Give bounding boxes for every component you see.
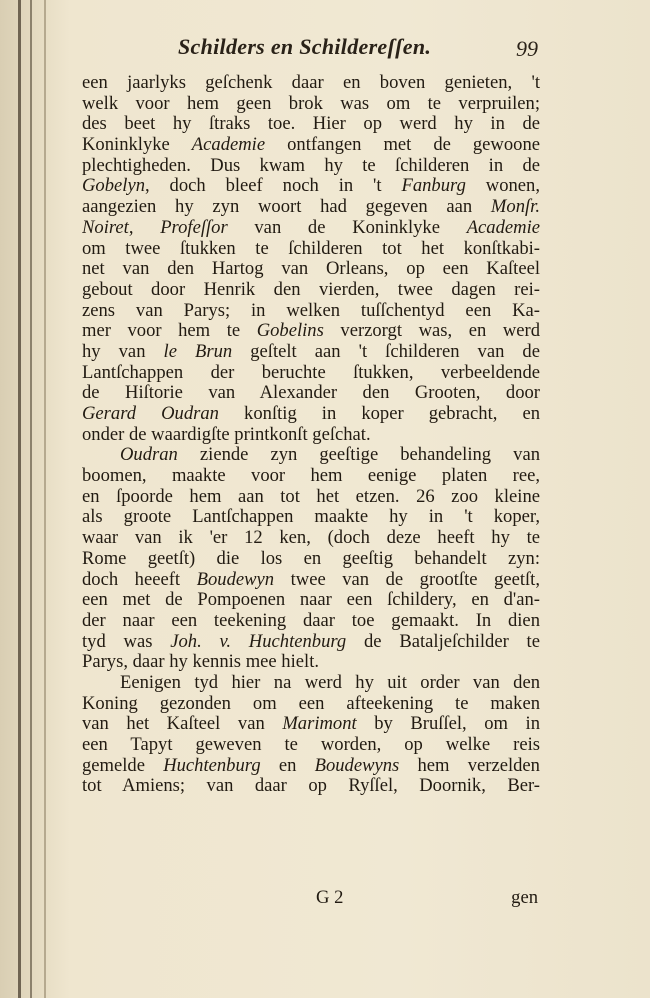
text-segment: net van den Hartog van Orleans, op een Kaſteel [82, 259, 540, 280]
text-segment: om twee ſtukken te ſchilderen tot het konſtkabi- [82, 238, 540, 259]
text-segment: onder de waardigſte printkonſt geſchat. [82, 424, 371, 445]
text-line [82, 735, 540, 756]
page-header [178, 34, 538, 66]
italic-segment: Boudewyns [314, 755, 400, 776]
text-line [82, 363, 540, 384]
italic-segment: Gobelyn [82, 176, 145, 197]
text-segment: een Tapyt geweven te worden, op welke reis [82, 735, 540, 755]
text-segment: hy van [82, 341, 164, 362]
text-segment: welk voor hem geen brok was om te verpruilen; [82, 93, 540, 114]
page-footer [82, 887, 540, 911]
italic-segment: Oudran [120, 445, 178, 466]
text-segment: Koning gezonden om een afteekening te maken [82, 693, 540, 714]
text-segment: Rome geetſt) die los en geeſtig behandelt zyn: [82, 548, 540, 569]
italic-segment: Joh. v. Huchtenburg [170, 631, 347, 652]
text-segment: konſtig in koper gebracht, en [218, 404, 540, 424]
text-segment: verzorgt was, en werd [323, 321, 540, 342]
binding-line [30, 0, 32, 998]
text-segment: waar van ik 'er 12 ken, (doch deze heeft hy te [82, 528, 540, 549]
text-line [82, 487, 540, 508]
text-line [82, 570, 540, 591]
text-line [82, 239, 540, 260]
text-line [82, 176, 540, 197]
text-line [82, 632, 540, 653]
italic-segment: Boudewyn [196, 569, 275, 590]
text-line [82, 280, 540, 301]
text-segment: een met de Pompoenen naar een ſchildery, en d'an- [82, 590, 540, 611]
text-line [82, 94, 540, 115]
text-segment: de Hiſtorie van Alexander den Grooten, door [82, 383, 540, 404]
italic-segment: Gerard Oudran [82, 404, 219, 424]
italic-segment: Gobelins [256, 321, 324, 342]
text-line [82, 321, 540, 342]
text-segment: by Bruſſel, om in [356, 714, 540, 735]
binding-line [18, 0, 21, 998]
italic-segment: Fanburg [401, 176, 466, 197]
text-line [82, 114, 540, 135]
italic-segment: Noiret [82, 217, 129, 238]
italic-segment: Huchtenburg [163, 755, 261, 776]
text-line [82, 404, 540, 425]
text-segment: een jaarlyks geſchenk daar en boven genieten, 't [82, 73, 540, 93]
text-line [82, 756, 540, 777]
text-segment: des beet hy ſtraks toe. Hier op werd hy in de [82, 114, 540, 135]
text-line [82, 73, 540, 94]
text-line [82, 507, 540, 528]
page-number: 99 [516, 36, 538, 61]
text-line [82, 714, 540, 735]
text-line [82, 528, 540, 549]
text-line [82, 301, 540, 322]
text-segment: , [128, 217, 161, 238]
text-segment: der naar een teekening daar toe gemaakt. In dien [82, 610, 540, 631]
text-line [82, 694, 540, 715]
text-line [82, 135, 540, 156]
text-segment: gemelde [82, 755, 164, 776]
text-segment: twee van de grootſte geetſt, [274, 569, 540, 590]
text-segment: Parys, daar hy kennis mee hielt. [82, 652, 320, 673]
text-segment: ziende zyn geeſtige behandeling van [177, 445, 540, 466]
text-segment: doch heeeft [82, 569, 197, 590]
signature-mark: G 2 [316, 887, 344, 908]
text-segment: ontfangen met de gewoone [265, 135, 540, 156]
text-line [82, 776, 540, 797]
text-segment: boomen, maakte voor hem eenige platen ree, [82, 466, 540, 487]
text-line [82, 425, 540, 446]
text-line [82, 156, 540, 177]
text-line [82, 342, 540, 363]
text-segment: Lantſchappen der beruchte ſtukken, verbeeldende [82, 362, 540, 383]
text-segment: en [260, 755, 315, 776]
text-segment: en ſpoorde hem aan tot het etzen. 26 zoo kleine [82, 486, 540, 507]
text-line [82, 466, 540, 487]
italic-segment: Marimont [282, 714, 357, 735]
italic-segment: Monſr. [490, 197, 540, 218]
text-line [82, 383, 540, 404]
text-segment: Eenigen tyd hier na werd hy uit order van den [120, 672, 540, 693]
running-title: Schilders en Schildereſſen. [178, 34, 432, 59]
text-line [82, 259, 540, 280]
text-line [82, 590, 540, 611]
text-line [82, 549, 540, 570]
italic-segment: le Brun [163, 341, 233, 362]
italic-segment: Academie [466, 217, 540, 238]
text-segment: geſtelt aan 't ſchilderen van de [232, 341, 540, 362]
text-segment: hem verzelden [399, 755, 540, 776]
italic-segment: Academie [191, 135, 266, 156]
catchword: gen [511, 887, 538, 908]
text-segment: van de Koninklyke [227, 217, 467, 238]
text-line [82, 673, 540, 694]
text-segment: van het Kaſteel van [82, 714, 283, 735]
text-line [82, 445, 540, 466]
text-segment: gebout door Henrik den vierden, twee dagen rei- [82, 279, 540, 300]
text-line [82, 218, 540, 239]
text-line [82, 652, 540, 673]
text-segment: aangezien hy zyn woort had gegeven aan [82, 197, 491, 218]
binding-line [44, 0, 46, 998]
italic-segment: Profeſſor [160, 217, 228, 238]
text-line [82, 197, 540, 218]
text-segment: tyd was [82, 631, 171, 652]
text-segment: als groote Lantſchappen maakte hy in 't koper, [82, 507, 540, 528]
text-segment: zens van Parys; in welken tuſſchentyd een Ka- [82, 300, 540, 321]
text-segment: tot Amiens; van daar op Ryſſel, Doornik, Ber- [82, 776, 540, 797]
text-segment: Koninklyke [82, 135, 192, 156]
text-segment: , doch bleef noch in 't [145, 176, 402, 197]
book-binding-edge [0, 0, 50, 998]
text-segment: mer voor hem te [82, 321, 257, 342]
body-text [82, 73, 540, 797]
text-segment: wonen, [465, 176, 540, 197]
text-segment: de Bataljeſchilder te [346, 631, 540, 652]
text-line [82, 611, 540, 632]
text-segment: plechtigheden. Dus kwam hy te ſchilderen in de [82, 155, 540, 176]
